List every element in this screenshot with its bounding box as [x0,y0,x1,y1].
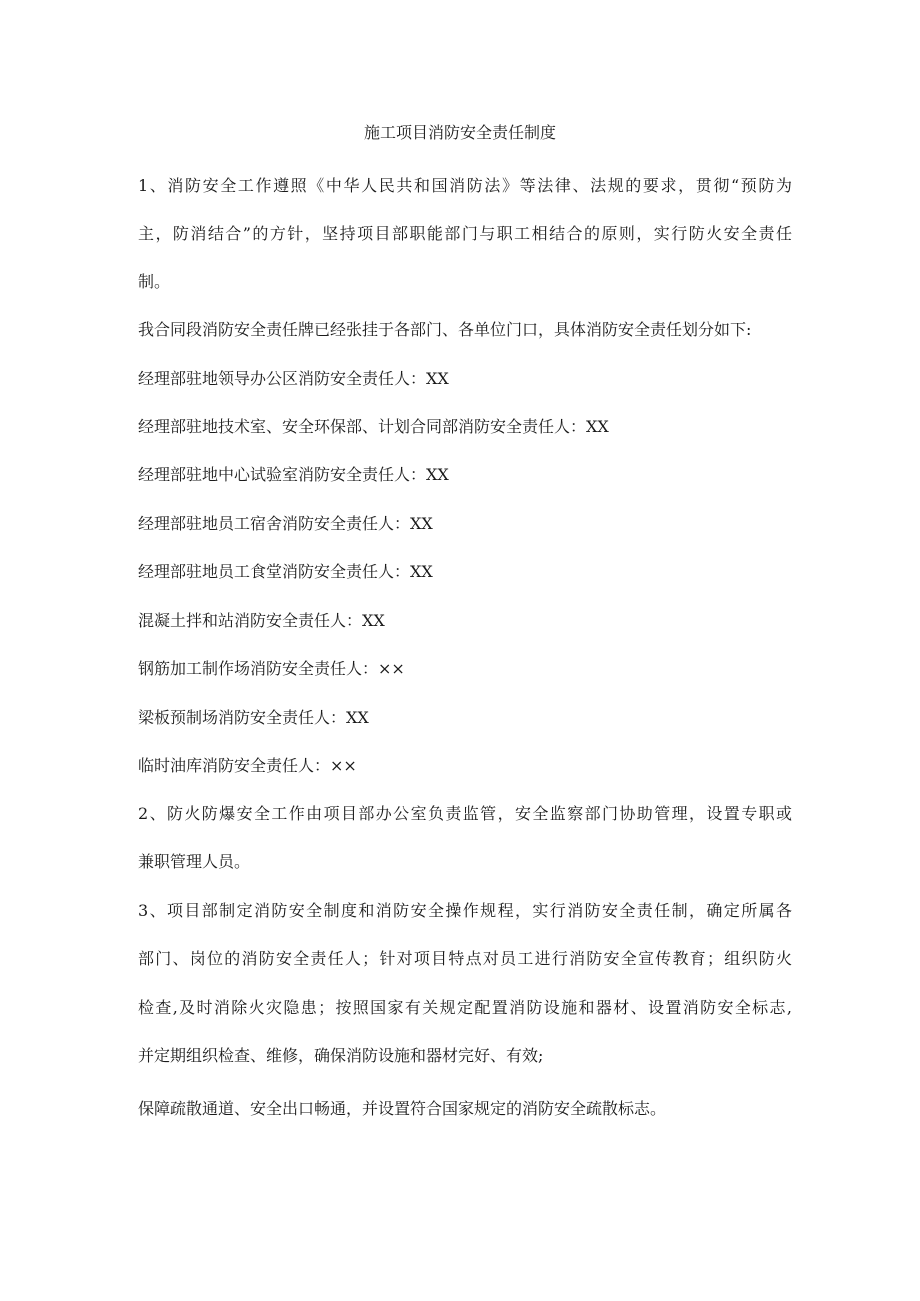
responsibility-item: 经理部驻地中心试验室消防安全责任人：XX [138,465,449,484]
section3-line4: 并定期组织检查、维修，确保消防设施和器材完好、有效; [138,1046,544,1065]
section1-line1: 1、消防安全工作遵照《中华人民共和国消防法》等法律、法规的要求，贯彻“预防为 [138,176,792,195]
responsibility-item: 临时油库消防安全责任人：×× [138,756,357,775]
responsibility-item: 经理部驻地员工宿舍消防安全责任人：XX [138,514,433,533]
section2-line2: 兼职管理人员。 [138,852,251,871]
section3-line3: 检查,及时消除火灾隐患；按照国家有关规定配置消防设施和器材、设置消防安全标志, [138,998,792,1017]
section1-line3: 制。 [138,272,171,291]
section3-line2: 部门、岗位的消防安全责任人；针对项目特点对员工进行消防安全宣传教育；组织防火 [138,949,792,968]
section1-line2: 主，防消结合”的方针，坚持项目部职能部门与职工相结合的原则，实行防火安全责任 [138,224,792,243]
responsibility-item: 梁板预制场消防安全责任人：XX [138,708,369,727]
intro-paragraph: 我合同段消防安全责任牌已经张挂于各部门、各单位门口，具体消防安全责任划分如下: [138,320,752,339]
responsibility-item: 经理部驻地员工食堂消防安全责任人：XX [138,562,433,581]
section3-line1: 3、项目部制定消防安全制度和消防安全操作规程，实行消防安全责任制，确定所属各 [138,901,792,920]
responsibility-item: 经理部驻地领导办公区消防安全责任人：XX [138,369,449,388]
closing-paragraph: 保障疏散通道、安全出口畅通，并设置符合国家规定的消防安全疏散标志。 [138,1099,667,1118]
document-title: 施工项目消防安全责任制度 [363,123,556,142]
responsibility-item: 混凝土拌和站消防安全责任人：XX [138,611,385,630]
section2-line1: 2、防火防爆安全工作由项目部办公室负责监管，安全监察部门协助管理，设置专职或 [138,804,792,823]
responsibility-item: 钢筋加工制作场消防安全责任人：×× [138,659,405,678]
responsibility-item: 经理部驻地技术室、安全环保部、计划合同部消防安全责任人：XX [138,417,609,436]
